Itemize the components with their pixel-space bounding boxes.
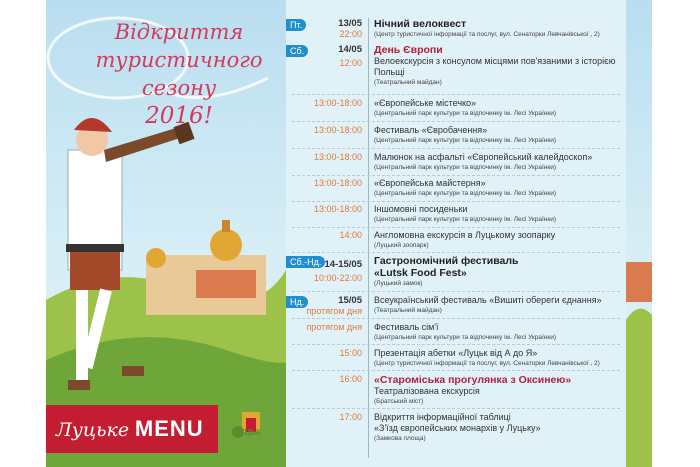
event-title: Англомовна екскурсія в Луцькому зоопарку	[374, 230, 556, 240]
event-time: 15:00	[339, 348, 362, 358]
event-title: Презентація абетки «Луцьк від А до Я»	[374, 348, 538, 358]
event-title: Фестиваль сім'ї	[374, 322, 439, 332]
title-line1: Відкриття	[114, 20, 244, 44]
logo-text: ЛУЦЬК	[234, 428, 262, 437]
event-description: Велоекскурсія з консулом місцями пов'язаними з історією Польщі	[374, 56, 616, 77]
title-line2: туристичного сезону	[95, 48, 263, 100]
brand-prefix: Луцьке	[56, 419, 130, 441]
event-time: 12:00	[339, 58, 362, 68]
event-title: Фестиваль «Євробачення»	[374, 125, 488, 135]
divider	[292, 344, 620, 345]
divider	[292, 370, 620, 371]
event-location: (Луцький зоопарк)	[374, 242, 429, 249]
event-date: 13/05	[338, 18, 362, 29]
event-location: (Центр туристичної інформації та послуг, вул. Сенаторки Левчанівської , 2)	[374, 31, 600, 38]
timeline-divider	[368, 18, 369, 458]
divider	[292, 201, 620, 202]
event-location: (Театральний майдан)	[374, 79, 442, 86]
event-time: протягом дня	[306, 306, 362, 316]
event-location: (Центральний парк культури та відпочинку ім. Лесі Українки)	[374, 190, 557, 197]
illustration-strip	[626, 0, 652, 467]
event-date: 14/05	[338, 44, 362, 55]
event-time: 13:00-18:00	[313, 125, 362, 135]
event-title-line2: «Lutsk Food Fest»	[374, 267, 467, 279]
event-location: (Центральний парк культури та відпочинку ім. Лесі Українки)	[374, 334, 557, 341]
day-tag: Нд.	[286, 296, 308, 308]
day-tag: Сб.-Нд.	[286, 256, 325, 268]
event-description: «З'їзд європейських монархів у Луцьку»	[374, 423, 541, 433]
illustration-panel	[46, 0, 286, 467]
event-date: 14-15/05	[324, 259, 362, 270]
event-title: «Європейська майстерня»	[374, 178, 486, 188]
event-title: Всеукраїнський фестиваль «Вишиті обереги єднання»	[374, 295, 602, 305]
event-location: (Луцький замок)	[374, 280, 423, 287]
event-time: 14:00	[339, 230, 362, 240]
divider	[292, 408, 620, 409]
event-description: Театралізована екскурсія	[374, 386, 480, 396]
event-time: 13:00-18:00	[313, 178, 362, 188]
event-location: (Центральний парк культури та відпочинку ім. Лесі Українки)	[374, 137, 557, 144]
event-location: (Центр туристичної інформації та послуг, вул. Сенаторки Левчанівської , 2)	[374, 360, 600, 367]
divider	[292, 252, 620, 253]
day-tag: Пт.	[286, 19, 306, 31]
illustration-strip-art	[626, 0, 652, 467]
divider	[292, 291, 620, 292]
event-title: День Європи	[374, 44, 443, 56]
event-location: (Театральний майдан)	[374, 307, 442, 314]
divider	[292, 94, 620, 95]
divider	[292, 175, 620, 176]
title-year: 2016!	[145, 103, 213, 129]
event-title: Іншомовні посиденьки	[374, 204, 468, 214]
poster-title	[94, 18, 264, 130]
event-location: (Центральний парк культури та відпочинку ім. Лесі Українки)	[374, 216, 557, 223]
event-title: «Старомiська прогулянка з Оксинею»	[374, 374, 572, 386]
event-title: Гастрономічний фестиваль	[374, 255, 519, 267]
event-date: 15/05	[338, 295, 362, 306]
divider	[292, 121, 620, 122]
divider	[292, 318, 620, 319]
event-title: Нічний велоквест	[374, 18, 467, 30]
event-time: протягом дня	[306, 322, 362, 332]
divider	[292, 227, 620, 228]
event-location: (Центральний парк культури та відпочинку ім. Лесі Українки)	[374, 164, 557, 171]
event-location: (Братський міст)	[374, 398, 424, 405]
divider	[292, 148, 620, 149]
day-tag: Сб.	[286, 45, 308, 57]
event-location: (Замкова площа)	[374, 435, 426, 442]
event-title: Відкриття інформаційної таблиці	[374, 412, 511, 422]
event-time: 13:00-18:00	[313, 98, 362, 108]
brand-name: MENU	[134, 416, 204, 441]
event-title: Малюнок на асфальті «Європейський калейдоскоп»	[374, 152, 593, 162]
brand-banner	[46, 405, 218, 453]
event-time: 17:00	[339, 412, 362, 422]
event-title: «Європейське містечко»	[374, 98, 477, 108]
event-time: 13:00-18:00	[313, 204, 362, 214]
event-time: 22:00	[339, 29, 362, 39]
event-time: 16:00	[339, 374, 362, 384]
event-location: (Центральний парк культури та відпочинку ім. Лесі Українки)	[374, 110, 557, 117]
event-time: 13:00-18:00	[313, 152, 362, 162]
poster	[46, 0, 652, 467]
schedule-panel	[286, 0, 626, 467]
event-time: 10:00-22:00	[313, 273, 362, 283]
